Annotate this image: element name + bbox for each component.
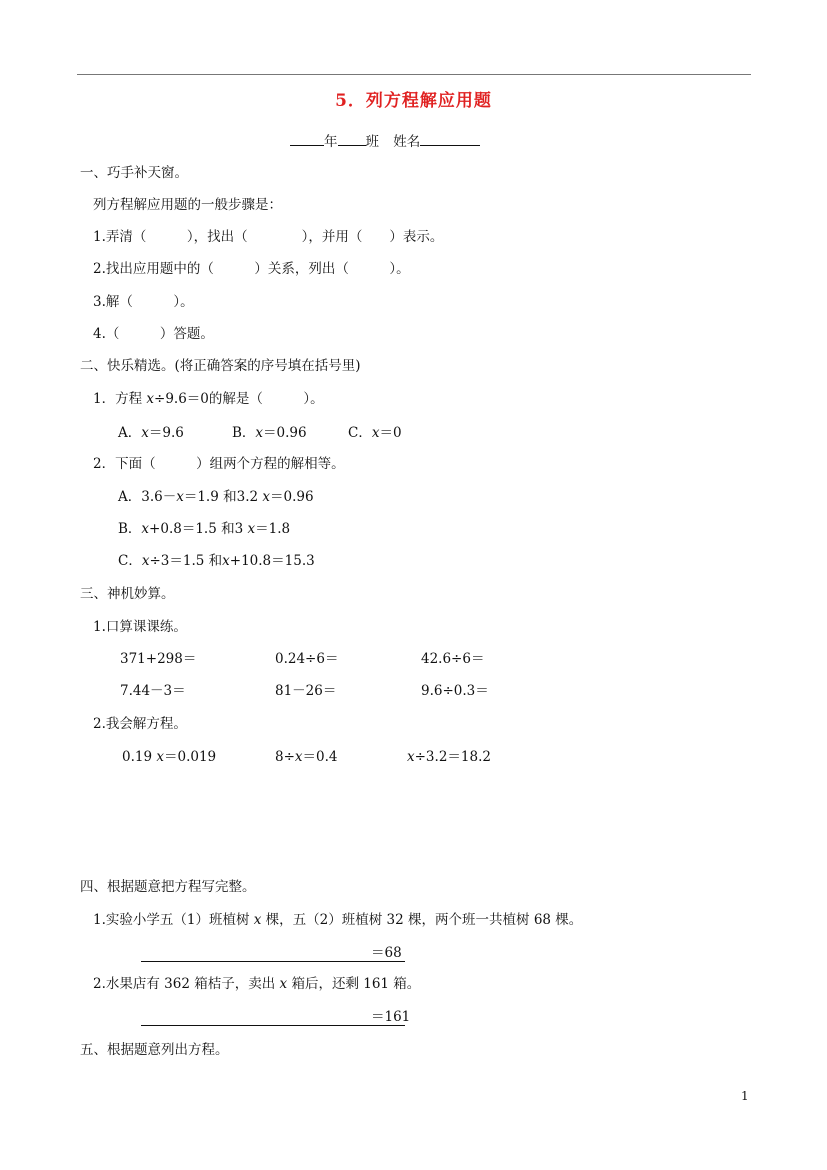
section4-question-1: 1.实验小学五（1）班植树 x 棵，五（2）班植树 32 棵，两个班一共植树 68 棵。 (93, 912, 583, 928)
question2-option-c: C．x÷3＝1.5 和x+10.8＝15.3 (118, 553, 315, 569)
section3-sub-1: 1.口算课课练。 (93, 619, 187, 635)
answer-line-1[interactable] (141, 961, 405, 962)
section1-item-1: 1.弄清（ ），找出（ ），并用（ ）表示。 (93, 229, 444, 245)
section1-item-2: 2.找出应用题中的（ ）关系，列出（ ）。 (93, 261, 410, 277)
question1-option-b: B．x＝0.96 (232, 425, 307, 441)
question2-option-b: B．x+0.8＝1.5 和3 x＝1.8 (118, 521, 291, 537)
section3-sub-2: 2.我会解方程。 (93, 716, 187, 732)
page-title: 5．列方程解应用题 (335, 91, 492, 111)
section2-question-2: 2．下面（ ）组两个方程的解相等。 (93, 456, 345, 472)
oral-calc-3: 42.6÷6＝ (421, 651, 485, 667)
question1-option-c: C．x＝0 (348, 425, 402, 441)
grade-label: 年 (324, 134, 338, 150)
class-blank[interactable] (338, 131, 366, 146)
equation-1: 0.19 x＝0.019 (122, 749, 217, 765)
question1-option-a: A．x＝9.6 (118, 425, 184, 441)
answer-2-end: ＝161 (371, 1009, 411, 1025)
equation-3: x÷3.2＝18.2 (407, 749, 491, 765)
section1-intro: 列方程解应用题的一般步骤是： (93, 197, 282, 213)
section1-heading: 一、巧手补天窗。 (80, 165, 188, 181)
section4-heading: 四、根据题意把方程写完整。 (80, 879, 256, 895)
section1-item-3: 3.解（ ）。 (93, 294, 194, 310)
name-label: 姓名 (393, 134, 421, 150)
section2-heading: 二、快乐精选。(将正确答案的序号填在括号里) (80, 358, 361, 374)
section2-question-1: 1．方程 x÷9.6＝0的解是（ ）。 (93, 391, 324, 407)
oral-calc-5: 81－26＝ (275, 683, 337, 699)
section4-question-2: 2.水果店有 362 箱桔子，卖出 x 箱后，还剩 161 箱。 (93, 976, 421, 992)
answer-1-end: ＝68 (371, 945, 402, 961)
section3-heading: 三、神机妙算。 (80, 586, 175, 602)
name-blank[interactable] (420, 131, 480, 146)
oral-calc-4: 7.44－3＝ (120, 683, 186, 699)
grade-blank[interactable] (290, 131, 324, 146)
oral-calc-1: 371+298＝ (120, 651, 197, 667)
header-rule (77, 74, 751, 75)
page-number: 1 (741, 1089, 749, 1103)
section5-heading: 五、根据题意列出方程。 (80, 1042, 229, 1058)
student-info-line (290, 131, 480, 151)
answer-line-2[interactable] (141, 1025, 405, 1026)
equation-2: 8÷x＝0.4 (275, 749, 338, 765)
class-label: 班 (365, 134, 379, 150)
oral-calc-2: 0.24÷6＝ (275, 651, 339, 667)
question2-option-a: A．3.6－x＝1.9 和3.2 x＝0.96 (118, 489, 314, 505)
oral-calc-6: 9.6÷0.3＝ (421, 683, 489, 699)
section1-item-4: 4.（ ）答题。 (93, 326, 214, 342)
